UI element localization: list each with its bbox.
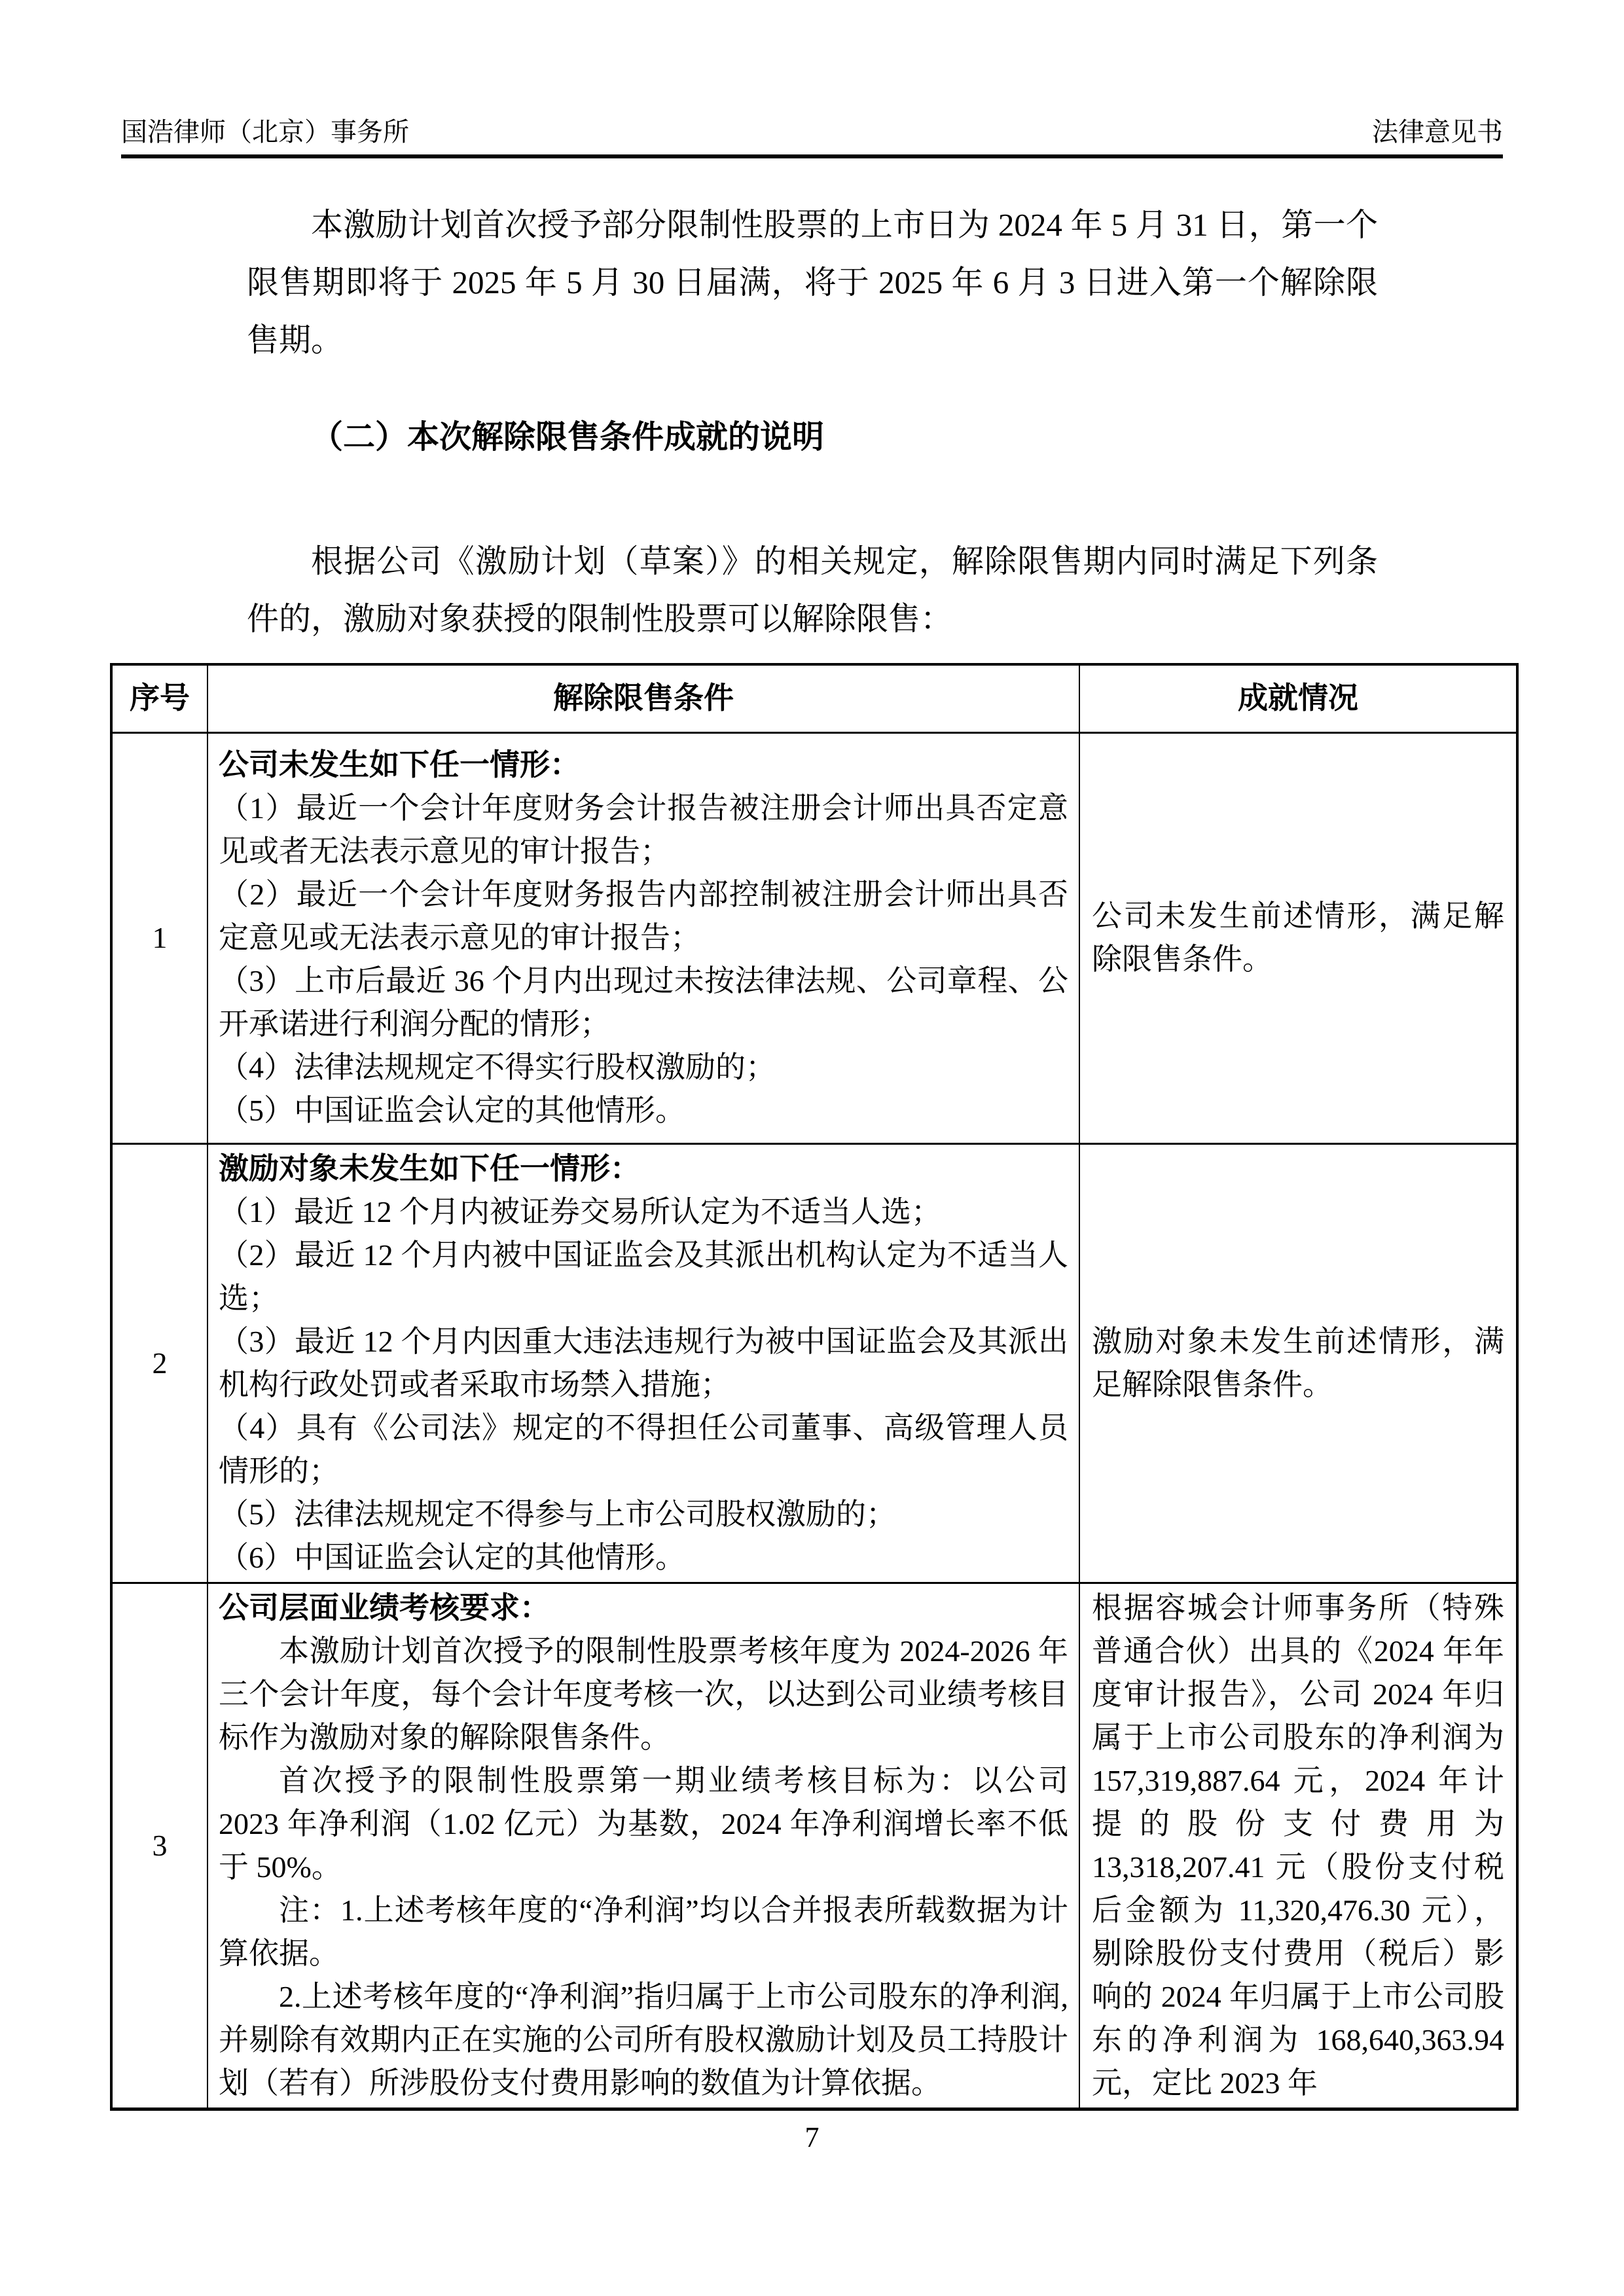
condition-title: 公司未发生如下任一情形： [219,748,580,781]
header-rule [121,154,1503,158]
condition-item: （3）最近 12 个月内因重大违法违规行为被中国证监会及其派出机构行政处罚或者采取市场禁入措施； [219,1324,1068,1401]
status-cell [1079,732,1517,1143]
condition-cell [208,1583,1079,2109]
condition-item: （2）最近一个会计年度财务报告内部控制被注册会计师出具否定意见或无法表示意见的审计报告； [219,878,1068,954]
paragraph-listing-dates: 本激励计划首次授予部分限制性股票的上市日为 2024 年 5 月 31 日，第一个限售期即将于 2025 年 5 月 30 日届满，将于 2025 年 6 月 3 日进入第一个解除限售期。 [247,207,1378,358]
status-text: 激励对象未发生前述情形，满足解除限售条件。 [1092,1324,1504,1401]
running-header [121,117,1503,148]
condition-item: （1）最近一个会计年度财务会计报告被注册会计师出具否定意见或者无法表示意见的审计报告； [219,791,1068,868]
condition-item: （2）最近 12 个月内被中国证监会及其派出机构认定为不适当人选； [219,1238,1068,1315]
status-text: 根据容城会计师事务所（特殊普通合伙）出具的《2024 年年度审计报告》，公司 2024 年归属于上市公司股东的净利润为 157,319,887.64 元，2024 年计提的股份支付费用为 13,318,207.41 元（股份支付税后金额为 11,320,476.30 元），剔除股份支付费用（税后）影响的 2024 年归属于上市公司股东的净利润为 168,640,363.94 元，定比 2023 年 [1092,1590,1504,2100]
table-row [111,1583,1517,2109]
header-firm-name: 国浩律师（北京）事务所 [121,117,409,147]
conditions-table [110,663,1519,2111]
header-cell-status: 成就情况 [1079,664,1517,732]
condition-item: （3）上市后最近 36 个月内出现过未按法律法规、公司章程、公开承诺进行利润分配的情形； [219,964,1068,1041]
condition-item: （4）法律法规规定不得实行股权激励的； [219,1050,776,1084]
table-row [111,1143,1517,1583]
row-number: 2 [111,1143,208,1583]
table-header-row [111,664,1517,732]
condition-item: （5）中国证监会认定的其他情形。 [219,1094,685,1127]
status-cell [1079,1583,1517,2109]
condition-item: （5）法律法规规定不得参与上市公司股权激励的； [219,1497,896,1531]
condition-paragraph: 2.上述考核年度的“净利润”指归属于上市公司股东的净利润,并剔除有效期内正在实施的公司所有股权激励计划及员工持股计划（若有）所涉股份支付费用影响的数值为计算依据。 [219,1979,1068,2100]
condition-item: （6）中国证监会认定的其他情形。 [219,1540,685,1574]
condition-paragraph: 本激励计划首次授予的限制性股票考核年度为 2024-2026 年三个会计年度，每个会计年度考核一次，以达到公司业绩考核目标作为激励对象的解除限售条件。 [219,1634,1068,1754]
conditions-table-wrapper [110,663,1519,2111]
condition-item: （4）具有《公司法》规定的不得担任公司董事、高级管理人员情形的； [219,1410,1068,1488]
header-cell-index: 序号 [111,664,208,732]
condition-cell [208,1143,1079,1583]
condition-title: 公司层面业绩考核要求： [219,1590,550,1624]
header-cell-condition: 解除限售条件 [208,664,1079,732]
page-number: 7 [804,2121,820,2153]
row-number: 3 [111,1583,208,2109]
condition-paragraph: 注：1.上述考核年度的“净利润”均以合并报表所载数据为计算依据。 [219,1893,1068,1970]
condition-title: 激励对象未发生如下任一情形： [219,1151,640,1185]
condition-item: （1）最近 12 个月内被证券交易所认定为不适当人选； [219,1194,941,1229]
row-number: 1 [111,732,208,1143]
condition-cell [208,732,1079,1143]
status-cell [1079,1143,1517,1583]
condition-paragraph: 首次授予的限制性股票第一期业绩考核目标为：以公司 2023 年净利润（1.02 亿元）为基数，2024 年净利润增长率不低于 50%。 [219,1763,1068,1884]
paragraph-conditions-intro: 根据公司《激励计划（草案）》的相关规定，解除限售期内同时满足下列条件的，激励对象获授的限制性股票可以解除限售： [247,543,1378,637]
section-heading: （二）本次解除限售条件成就的说明 [311,419,825,455]
table-row [111,732,1517,1143]
header-doc-type: 法律意见书 [1372,117,1503,147]
status-text: 公司未发生前述情形，满足解除限售条件。 [1092,899,1504,976]
